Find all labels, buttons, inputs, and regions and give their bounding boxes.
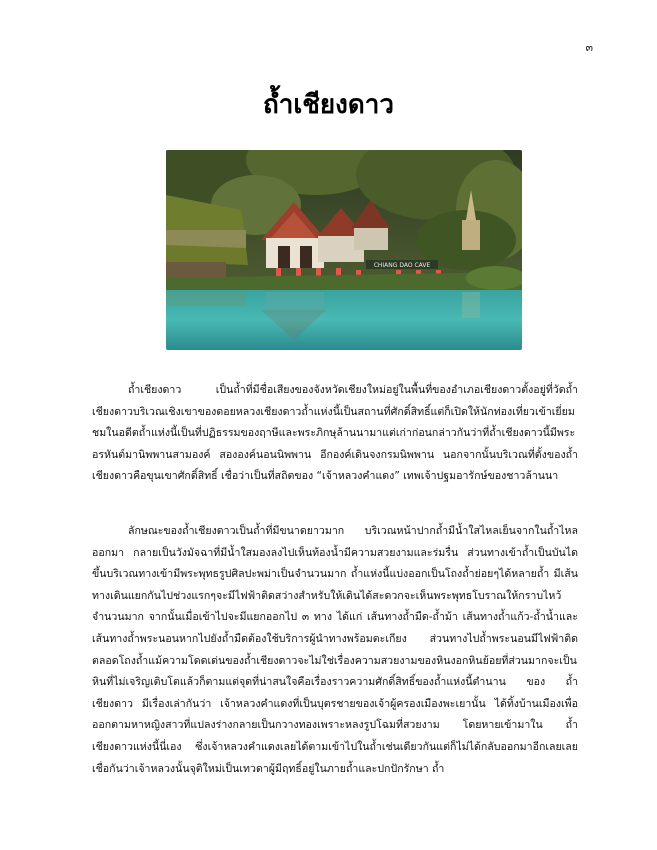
paragraph-1-text: ถ้ำเชียงดาว เป็นถ้ำที่มีชื่อเสียงของจังหวัดเชียงใหม่อยู่ในพื้นที่ของอำเภอเชียงดาวตั้งอยู่ที่วัดถ้ำเชียงดาวบริเวณเชิงเขาของดอยหลวงเชียงดาวถ้ำแห่งนี้เป็นสถานที่ศักดิ์สิทธิ์แต่ก็เปิดให้นักท่องเที่ยวเข้าเยี่ยมชมในอดีตถ้ำแห่งนี้เป็นที่ปฏิธรรมของฤาษีและพระภิกษุล้านนามาแต่เก่าก่อนกล่าวกันว่าที่ถ้ำเชียงดาวนี้มีพระอรหันต์มานิพพานสามองค์ สององค์นอนนิพพาน อีกองค์เดินจงกรมนิพพาน นอกจากนั้นบริเวณที่ตั้งของถ้ำเชียงดาวคือขุนเขาศักดิ์สิทธิ์ เชื่อว่าเป็นที่สถิตของ “เจ้าหลวงคำแดง” เทพเจ้าปฐมอารักษ์ของชาวล้านนา — [92, 384, 578, 483]
page-title: ถ้ำเชียงดาว — [263, 90, 394, 120]
page-number: ๓ — [585, 41, 593, 54]
paragraph-2 — [92, 521, 578, 780]
paragraph-2-text: ลักษณะของถ้ำเชียงดาวเป็นถ้ำที่มีขนาดยาวมาก บริเวณหน้าปากถ้ำมีน้ำใสไหลเย็นจากในถ้ำไหลออกมา กลายเป็นวังมัจฉาที่มีน้ำใสมองลงไปเห็นท้องน้ำมีความสวยงามและร่มรื่น ส่วนทางเข้าถ้ำเป็นบันไดขึ้นบริเวณทางเข้ามีพระพุทธรูปศิลปะพม่าเป็นจำนวนมาก ถ้ำแห่งนี้แบ่งออกเป็นโถงถ้ำย่อยๆได้หลายถ้ำ มีเส้นทางเดินแยกกันไปช่วงแรกๆจะมีไฟฟ้าติดสว่างสำหรับให้เดินได้สะดวกจะเห็นพระพุทธโบราณให้กราบไหว้จำนวนมาก จากนั้นเมื่อเข้าไปจะมีแยกออกไป ๓ ทาง ได้แก่ เส้นทางถ้ำมืด-ถ้ำม้า เส้นทางถ้ำแก้ว-ถ้ำน้ำและเส้นทางถ้ำพระนอนหากไปยังถ้ำมืดต้องใช้บริการผู้นำทางพร้อมตะเกียง ส่วนทางไปถ้ำพระนอนมีไฟฟ้าติดตลอดโถงถ้ำแม้ความโดดเด่นของถ้ำเชียงดาวจะไม่ใช่เรื่องความสวยงามของหินงอกหินย้อยที่ส่วนมากจะเป็นหินที่ไม่เจริญเติบโตแล้วก็ตามแต่จุดที่น่าสนใจคือเรื่องราวความศักดิ์สิทธิ์ของถ้ำแห่งนี้ตำนาน ของ ถ้ำเชียงดาว มีเรื่องเล่ากันว่า เจ้าหลวงคำแดงที่เป็นบุตรชายของเจ้าผู้ครองเมืองพะเยานั้น ได้ทิ้งบ้านเมืองเพื่อออกตามหาหญิงสาวที่แปลงร่างกลายเป็นกวางทองเพราะหลงรูปโฉมที่สวยงาม โดยหายเข้ามาใน ถ้ำเชียงดาวแห่งนี้นี่เอง ซึ่งเจ้าหลวงคำแดงเลยได้ตามเข้าไปในถ้ำเช่นเดียวกันแต่ก็ไม่ได้กลับออกมาอีกเลยเลยเชื่อกันว่าเจ้าหลวงนั้นจุติใหม่เป็นเทวดาผู้มีฤทธิ์อยู่ในภายถ้ำและปกปักรักษา ถ้ำ — [92, 525, 578, 775]
paragraph-1 — [92, 380, 578, 488]
cave-photo — [166, 150, 522, 350]
cave-sign-text: CHIANG DAO CAVE — [373, 262, 431, 269]
